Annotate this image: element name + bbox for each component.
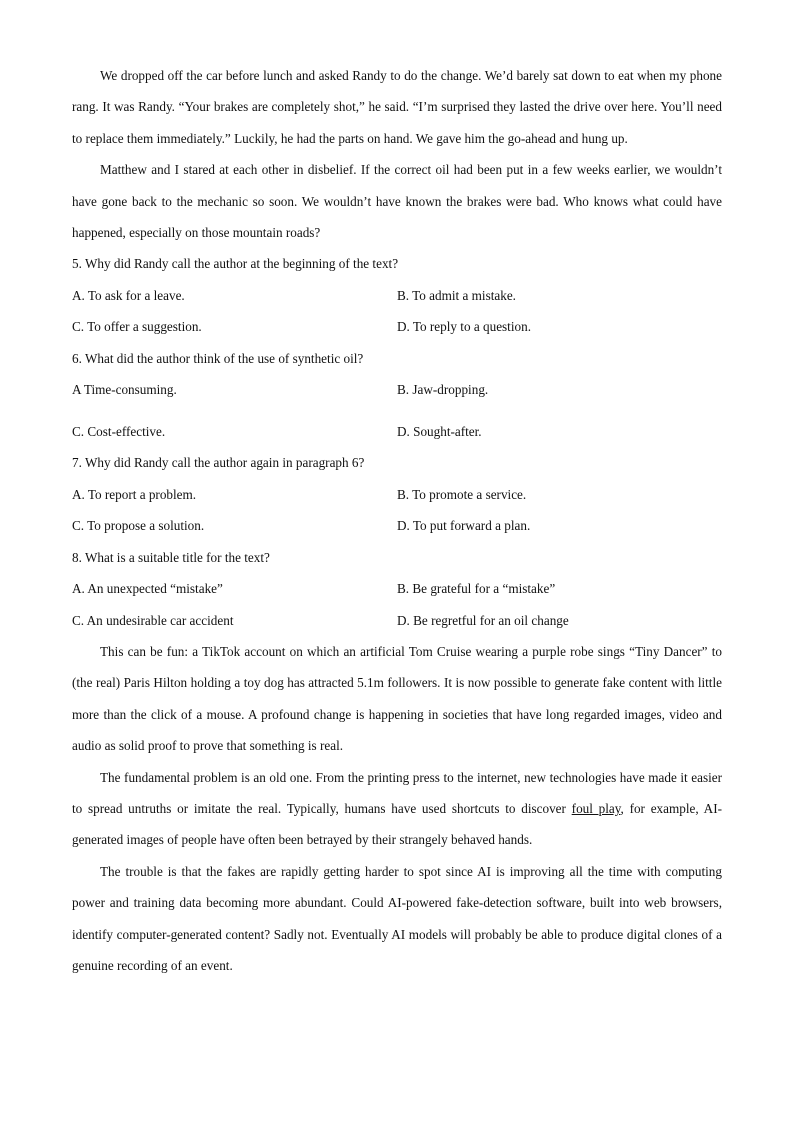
option-b: B. To admit a mistake. xyxy=(397,287,516,303)
option-b: B. Jaw-dropping. xyxy=(397,382,489,398)
option-d: D. Be regretful for an oil change xyxy=(397,612,569,628)
question-7 xyxy=(72,447,722,541)
option-b: B. To promote a service. xyxy=(397,486,527,502)
option-a: A. An unexpected “mistake” xyxy=(72,581,223,597)
option-a: A. To ask for a leave. xyxy=(72,287,185,303)
option-a: A Time-consuming. xyxy=(72,382,177,398)
question-6 xyxy=(72,343,722,448)
question-stem: 6. What did the author think of the use of synthetic oil? xyxy=(72,350,364,366)
passage1-paragraph-1: We dropped off the car before lunch and asked Randy to do the change. We’d barely sat down to eat when my phone rang. It was Randy. “Your brakes are completely shot,” he said. “I’m surprised they lasted the drive over here. You’ll need to replace them immediately.” Luckily, he had the parts on hand. We gave him the go-ahead and hung up. xyxy=(72,68,722,146)
passage2-paragraph-2 xyxy=(72,762,722,856)
option-c: C. Cost-effective. xyxy=(72,424,166,440)
question-5 xyxy=(72,248,722,342)
paragraph-text: , for example, AI-generated images of people have often been betrayed by their strangely behaved hands. xyxy=(72,800,722,848)
paragraph-text: The fundamental problem is an old one. From the printing press to the internet, new technologies have made it easier to spread untruths or imitate the real. Typically, humans have used shortcuts to discover xyxy=(72,769,722,816)
option-a: A. To report a problem. xyxy=(72,486,197,502)
question-8 xyxy=(72,542,722,636)
question-stem: 5. Why did Randy call the author at the beginning of the text? xyxy=(72,256,399,272)
passage2-paragraph-1: This can be fun: a TikTok account on which an artificial Tom Cruise wearing a purple robe sings “Tiny Dancer” to (the real) Paris Hilton holding a toy dog has attracted 5.1m followers. It is now possible to generate fake content with little more than the click of a mouse. A profound change is happening in societies that have long regarded images, video and audio as solid proof to prove that something is real. xyxy=(72,643,722,754)
question-stem: 7. Why did Randy call the author again in paragraph 6? xyxy=(72,455,365,471)
option-d: D. To put forward a plan. xyxy=(397,518,531,534)
option-d: D. To reply to a question. xyxy=(397,319,531,335)
passage1-paragraph-2: Matthew and I stared at each other in disbelief. If the correct oil had been put in a few weeks earlier, we wouldn’t have gone back to the mechanic so soon. We wouldn’t have known the brakes were bad. Who knows what could have happened, especially on those mountain roads? xyxy=(72,162,722,241)
document-page xyxy=(72,60,722,981)
passage2-paragraph-3: The trouble is that the fakes are rapidly getting harder to spot since AI is improving all the time with computing power and training data becoming more abundant. Could AI-powered fake-detection software, built into web browsers, identify computer-generated content? Sadly not. Eventually AI models will probably be able to produce digital clones of a genuine recording of an event. xyxy=(72,863,722,973)
option-d: D. Sought-after. xyxy=(397,424,482,440)
option-c: C. To offer a suggestion. xyxy=(72,319,202,335)
question-stem: 8. What is a suitable title for the text? xyxy=(72,549,270,565)
option-c: C. To propose a solution. xyxy=(72,518,205,534)
underlined-phrase: foul play xyxy=(571,800,621,816)
option-c: C. An undesirable car accident xyxy=(72,612,234,628)
option-b: B. Be grateful for a “mistake” xyxy=(397,581,556,597)
